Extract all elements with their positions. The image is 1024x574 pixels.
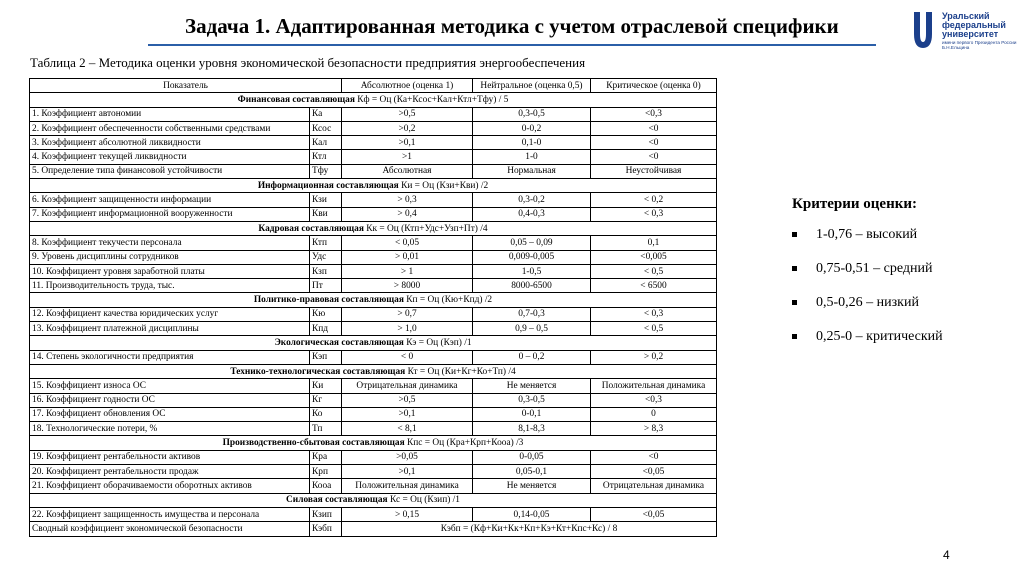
table-cell: 0,14-0,05 <box>473 507 591 521</box>
table-cell: 0,3-0,2 <box>473 193 591 207</box>
table-cell: 5. Определение типа финансовой устойчивости <box>30 164 310 178</box>
table-row <box>30 393 717 407</box>
table-cell: Кг <box>310 393 342 407</box>
bullet-icon <box>792 300 797 305</box>
table-cell: Кзи <box>310 193 342 207</box>
table-cell: 8. Коэффициент текучести персонала <box>30 236 310 250</box>
table-cell: > 0,15 <box>342 507 473 521</box>
table-cell: Кпд <box>310 322 342 336</box>
section-cell <box>30 493 717 507</box>
table-cell: 0-0,05 <box>473 450 591 464</box>
table-cell: Тфу <box>310 164 342 178</box>
table-cell: 14. Степень экологичности предприятия <box>30 350 310 364</box>
table-cell: 15. Коэффициент износа ОС <box>30 379 310 393</box>
table-cell: 0,9 – 0,5 <box>473 322 591 336</box>
table-cell: Критическое (оценка 0) <box>591 79 717 93</box>
section-formula: Кпс = Оц (Кра+Крп+Кооа) /3 <box>407 438 524 449</box>
table-cell: 8,1-8,3 <box>473 422 591 436</box>
table-cell: 0,05-0,1 <box>473 465 591 479</box>
table-row <box>30 264 717 278</box>
table-cell: < 0,2 <box>591 193 717 207</box>
table-cell: > 0,2 <box>591 350 717 364</box>
section-formula: Ки = Оц (Кзи+Кви) /2 <box>401 180 489 191</box>
section-cell <box>30 336 717 350</box>
section-cell <box>30 436 717 450</box>
table-cell: 0,7-0,3 <box>473 307 591 321</box>
table-cell: Кал <box>310 136 342 150</box>
table-cell: >0,1 <box>342 136 473 150</box>
table-cell: > 8000 <box>342 279 473 293</box>
logo-subtitle: имени первого Президента России Б.Н.Ельцина <box>942 40 1017 50</box>
section-cell <box>30 221 717 235</box>
table-cell: < 0 <box>342 350 473 364</box>
table-row <box>30 250 717 264</box>
table-cell: Кооа <box>310 479 342 493</box>
table-cell: Кви <box>310 207 342 221</box>
table-cell: 18. Технологические потери, % <box>30 422 310 436</box>
table-row <box>30 507 717 521</box>
table-cell: <0 <box>591 450 717 464</box>
table-cell: 8000-6500 <box>473 279 591 293</box>
table-cell: 1-0 <box>473 150 591 164</box>
table-cell: < 6500 <box>591 279 717 293</box>
table-row <box>30 121 717 135</box>
section-label: Производственно-сбытовая составляющая <box>222 438 405 449</box>
criteria-item: 1-0,76 – высокий <box>792 227 943 261</box>
section-formula: Кк = Оц (Ктп+Удс+Узп+Пт) /4 <box>366 223 488 234</box>
table-row <box>30 279 717 293</box>
table-cell: 21. Коэффициент оборачиваемости оборотных активов <box>30 479 310 493</box>
section-row <box>30 93 717 107</box>
table-cell: <0 <box>591 150 717 164</box>
section-row <box>30 293 717 307</box>
table-cell: 0,05 – 0,09 <box>473 236 591 250</box>
criteria-title: Критерии оценки: <box>792 196 917 212</box>
table-cell: 1-0,5 <box>473 264 591 278</box>
ural-u-logo-icon <box>912 10 934 54</box>
table-cell: Отрицательная динамика <box>342 379 473 393</box>
table-cell: < 0,5 <box>591 322 717 336</box>
table-caption: Таблица 2 – Методика оценки уровня экономической безопасности предприятия энергообеспечения <box>30 55 586 70</box>
table-cell: 11. Производительность труда, тыс. <box>30 279 310 293</box>
table-row <box>30 450 717 464</box>
table-row <box>30 379 717 393</box>
criteria-item: 0,5-0,26 – низкий <box>792 295 943 329</box>
table-cell: Кэбп <box>310 522 342 536</box>
logo-text: Уральский федеральный университет <box>942 11 1006 39</box>
section-label: Экологическая составляющая <box>274 337 404 348</box>
table-cell: 0,1 <box>591 236 717 250</box>
table-row <box>30 164 717 178</box>
section-formula: Кэ = Оц (Кэп) /1 <box>406 337 472 348</box>
table-row <box>30 107 717 121</box>
table-row <box>30 193 717 207</box>
table-cell: < 0,3 <box>591 307 717 321</box>
page-title: Задача 1. Адаптированная методика с учетом отраслевой специфики <box>185 14 839 38</box>
section-row <box>30 179 717 193</box>
table-row <box>30 207 717 221</box>
table-row <box>30 465 717 479</box>
table-cell: 17. Коэффициент обновления ОС <box>30 407 310 421</box>
table-cell: Кю <box>310 307 342 321</box>
table-cell: Ка <box>310 107 342 121</box>
section-label: Политико-правовая составляющая <box>253 295 404 306</box>
table-cell: Положительная динамика <box>591 379 717 393</box>
table-cell: Ктл <box>310 150 342 164</box>
section-label: Кадровая составляющая <box>258 223 364 234</box>
table-cell: Крп <box>310 465 342 479</box>
table-cell: Кэп <box>310 350 342 364</box>
table-cell: Абсолютное (оценка 1) <box>342 79 473 93</box>
criteria-item: 0,75-0,51 – средний <box>792 261 943 295</box>
section-label: Технико-технологическая составляющая <box>230 366 406 377</box>
table-cell: 12. Коэффициент качества юридических услуг <box>30 307 310 321</box>
section-row <box>30 364 717 378</box>
table-cell: Удс <box>310 250 342 264</box>
table-cell: Не меняется <box>473 379 591 393</box>
table-cell: > 0,01 <box>342 250 473 264</box>
table-cell: 1. Коэффициент автономии <box>30 107 310 121</box>
table-cell: >0,5 <box>342 107 473 121</box>
table-cell: Абсолютная <box>342 164 473 178</box>
table-cell: 0 <box>591 407 717 421</box>
table-row <box>30 136 717 150</box>
table-cell: Ко <box>310 407 342 421</box>
table-cell: 0,4-0,3 <box>473 207 591 221</box>
section-formula: Кс = Оц (Кзип) /1 <box>389 495 460 506</box>
table-cell: 13. Коэффициент платежной дисциплины <box>30 322 310 336</box>
table-cell: < 8,1 <box>342 422 473 436</box>
methodology-table <box>29 78 717 537</box>
table-cell: Сводный коэффициент экономической безопасности <box>30 522 310 536</box>
bullet-icon <box>792 266 797 271</box>
table-cell: > 1,0 <box>342 322 473 336</box>
table-cell: Кзп <box>310 264 342 278</box>
table-row <box>30 407 717 421</box>
section-cell <box>30 364 717 378</box>
table-cell: Кра <box>310 450 342 464</box>
title-underline <box>148 44 876 46</box>
table-cell: Не меняется <box>473 479 591 493</box>
table-header-row <box>30 79 717 93</box>
table-cell: Тп <box>310 422 342 436</box>
table-cell: Нормальная <box>473 164 591 178</box>
table-cell: Ки <box>310 379 342 393</box>
table-cell: <0,005 <box>591 250 717 264</box>
table-cell: 6. Коэффициент защищенности информации <box>30 193 310 207</box>
table-cell: Пт <box>310 279 342 293</box>
table-cell: Отрицательная динамика <box>591 479 717 493</box>
table-cell: >0,1 <box>342 407 473 421</box>
table-cell: <0,3 <box>591 107 717 121</box>
table-cell: 2. Коэффициент обеспеченности собственными средствами <box>30 121 310 135</box>
table-row <box>30 422 717 436</box>
table-cell: <0,05 <box>591 465 717 479</box>
table-cell: < 0,05 <box>342 236 473 250</box>
bullet-icon <box>792 232 797 237</box>
table-cell: <0 <box>591 136 717 150</box>
section-label: Силовая составляющая <box>286 495 388 506</box>
table-cell: Показатель <box>30 79 342 93</box>
table-cell: <0,3 <box>591 393 717 407</box>
table-cell: 4. Коэффициент текущей ликвидности <box>30 150 310 164</box>
table-cell: Нейтральное (оценка 0,5) <box>473 79 591 93</box>
table-cell: >0,05 <box>342 450 473 464</box>
table-cell: Кэбп = (Кф+Ки+Кк+Кп+Кэ+Кт+Кпс+Кс) / 8 <box>342 522 717 536</box>
table-cell: 9. Уровень дисциплины сотрудников <box>30 250 310 264</box>
table-cell: 0-0,2 <box>473 121 591 135</box>
table-row <box>30 322 717 336</box>
table-cell: < 0,3 <box>591 207 717 221</box>
table-row <box>30 150 717 164</box>
bullet-icon <box>792 334 797 339</box>
total-row <box>30 522 717 536</box>
table-cell: Кзип <box>310 507 342 521</box>
table-row <box>30 307 717 321</box>
table-row <box>30 479 717 493</box>
table-cell: < 0,5 <box>591 264 717 278</box>
table-cell: >1 <box>342 150 473 164</box>
table-row <box>30 236 717 250</box>
table-cell: > 0,3 <box>342 193 473 207</box>
table-cell: 0,1-0 <box>473 136 591 150</box>
table-cell: <0 <box>591 121 717 135</box>
table-cell: Положительная динамика <box>342 479 473 493</box>
table-cell: > 0,7 <box>342 307 473 321</box>
table-cell: 20. Коэффициент рентабельности продаж <box>30 465 310 479</box>
table-cell: 19. Коэффициент рентабельности активов <box>30 450 310 464</box>
table-cell: <0,05 <box>591 507 717 521</box>
table-cell: 3. Коэффициент абсолютной ликвидности <box>30 136 310 150</box>
section-cell <box>30 93 717 107</box>
table-cell: >0,2 <box>342 121 473 135</box>
table-cell: 0,3-0,5 <box>473 107 591 121</box>
section-row <box>30 436 717 450</box>
table-row <box>30 350 717 364</box>
table-cell: >0,5 <box>342 393 473 407</box>
page-number: 4 <box>943 548 950 562</box>
table-cell: 7. Коэффициент информационной вооруженности <box>30 207 310 221</box>
section-label: Информационная составляющая <box>257 180 399 191</box>
table-cell: 0-0,1 <box>473 407 591 421</box>
section-row <box>30 221 717 235</box>
table-cell: Ктп <box>310 236 342 250</box>
table-cell: 0 – 0,2 <box>473 350 591 364</box>
table-cell: > 1 <box>342 264 473 278</box>
section-cell <box>30 293 717 307</box>
table-cell: 10. Коэффициент уровня заработной платы <box>30 264 310 278</box>
table-cell: 22. Коэффициент защищенность имущества и персонала <box>30 507 310 521</box>
university-logo <box>912 10 1020 70</box>
section-formula: Кт = Оц (Ки+Кг+Ко+Тп) /4 <box>407 366 516 377</box>
criteria-item: 0,25-0 – критический <box>792 329 943 363</box>
table-cell: 0,009-0,005 <box>473 250 591 264</box>
table-cell: Ксос <box>310 121 342 135</box>
table-cell: > 0,4 <box>342 207 473 221</box>
section-formula: Кп = Оц (Кю+Кпд) /2 <box>406 295 493 306</box>
section-row <box>30 493 717 507</box>
table-cell: > 8,3 <box>591 422 717 436</box>
section-label: Финансовая составляющая <box>237 94 355 105</box>
table-cell: Неустойчивая <box>591 164 717 178</box>
table-cell: 16. Коэффициент годности ОС <box>30 393 310 407</box>
table-cell: >0,1 <box>342 465 473 479</box>
section-cell <box>30 179 717 193</box>
section-formula: Кф = Оц (Ка+Ксос+Кал+Ктл+Тфу) / 5 <box>357 94 509 105</box>
criteria-block <box>792 196 943 363</box>
section-row <box>30 336 717 350</box>
table-cell: 0,3-0,5 <box>473 393 591 407</box>
